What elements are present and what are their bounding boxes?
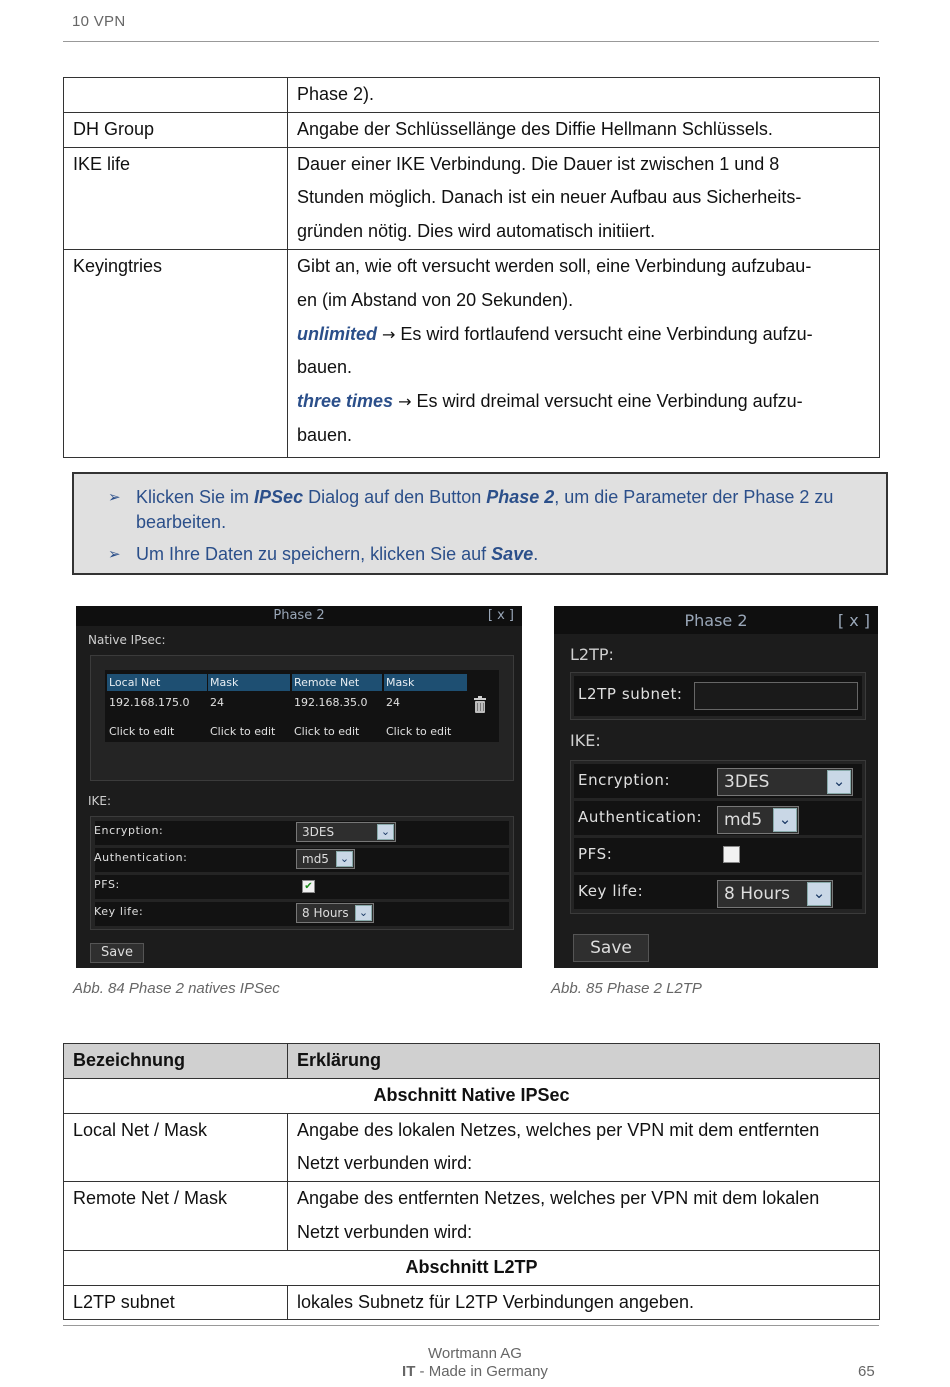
- click-to-edit[interactable]: Click to edit: [386, 725, 452, 738]
- click-to-edit[interactable]: Click to edit: [210, 725, 276, 738]
- option-text: Es wird dreimal versucht eine Verbindung aufzu-: [411, 391, 803, 412]
- term-cell: IKE life: [64, 147, 288, 249]
- header-cell: Bezeichnung: [64, 1044, 288, 1079]
- click-to-edit[interactable]: Click to edit: [109, 725, 175, 738]
- encryption-label: Encryption:: [94, 824, 164, 837]
- term-cell: Keyingtries: [64, 249, 288, 457]
- dialog-title: Phase 2: [273, 608, 325, 623]
- chevron-down-icon[interactable]: ⌄: [377, 824, 394, 840]
- table-row: [64, 1113, 880, 1182]
- save-button[interactable]: Save: [90, 943, 144, 963]
- header-cell: Erklärung: [288, 1044, 880, 1079]
- pfs-checkbox[interactable]: ✔: [302, 880, 315, 893]
- figure-caption: Abb. 85 Phase 2 L2TP: [551, 980, 702, 997]
- keyword: Save: [491, 544, 534, 564]
- table-row: [64, 78, 880, 113]
- trash-icon[interactable]: [473, 696, 487, 713]
- description-cell: [288, 1182, 880, 1251]
- ike-label: IKE:: [88, 794, 112, 808]
- l2tp-subnet-input[interactable]: [694, 682, 858, 710]
- text-line: bauen.: [297, 424, 353, 445]
- option-unlimited: [297, 318, 870, 352]
- table-row: [64, 1285, 880, 1320]
- section-heading: Abschnitt L2TP: [64, 1250, 880, 1285]
- chevron-down-icon[interactable]: ⌄: [336, 851, 353, 867]
- running-header: 10 VPN: [72, 13, 126, 30]
- page-number: 65: [858, 1363, 875, 1380]
- text-line: gründen nötig. Dies wird automatisch initiiert.: [297, 221, 656, 242]
- keyword: IPSec: [254, 487, 304, 507]
- remote-mask-value[interactable]: 24: [386, 696, 400, 709]
- text-line: Gibt an, wie oft versucht werden soll, eine Verbindung aufzubau-: [297, 255, 812, 276]
- native-ipsec-panel: [90, 655, 514, 781]
- l2tp-subnet-label: L2TP subnet:: [578, 685, 683, 703]
- text-line: Netzt verbunden wird:: [297, 1221, 473, 1242]
- bullet-arrow-icon: ➢: [108, 488, 121, 506]
- ike-label: IKE:: [570, 731, 601, 750]
- section-row: [64, 1078, 880, 1113]
- pfs-checkbox[interactable]: [723, 846, 740, 863]
- col-mask: Mask: [384, 674, 467, 691]
- keyword: three times: [297, 391, 394, 412]
- native-ipsec-label: Native IPsec:: [88, 633, 166, 647]
- header-rule: [63, 41, 879, 42]
- encryption-select[interactable]: 3DES ⌄: [296, 822, 396, 842]
- table-row: [64, 249, 880, 457]
- remote-net-value[interactable]: 192.168.35.0: [294, 696, 368, 709]
- table-row: [64, 147, 880, 249]
- term-cell: Remote Net / Mask: [64, 1182, 288, 1251]
- keylife-select[interactable]: 8 Hours ⌄: [717, 880, 833, 908]
- text-line: Netzt verbunden wird:: [297, 1153, 473, 1174]
- phase2-l2tp-dialog: [554, 606, 878, 968]
- text-line: bauen.: [297, 357, 353, 378]
- encryption-select[interactable]: 3DES ⌄: [717, 768, 853, 796]
- text-line: Angabe des entfernten Netzes, welches per VPN mit dem lokalen: [297, 1188, 820, 1209]
- phase2-ipsec-dialog: [76, 606, 522, 968]
- authentication-select[interactable]: md5 ⌄: [296, 849, 355, 869]
- keylife-label: Key life:: [94, 905, 144, 918]
- keylife-select[interactable]: 8 Hours ⌄: [296, 903, 374, 923]
- keylife-label: Key life:: [578, 882, 644, 900]
- bullet-arrow-icon: ➢: [108, 545, 121, 563]
- click-to-edit[interactable]: Click to edit: [294, 725, 360, 738]
- pfs-label: PFS:: [578, 845, 613, 863]
- term-cell: L2TP subnet: [64, 1285, 288, 1320]
- local-mask-value[interactable]: 24: [210, 696, 224, 709]
- ike-panel: [90, 816, 514, 930]
- footer-rule: [63, 1325, 879, 1326]
- dialog-titlebar: [554, 606, 878, 634]
- local-net-value[interactable]: 192.168.175.0: [109, 696, 190, 709]
- text-line: Stunden möglich. Danach ist ein neuer Aufbau aus Sicherheits-: [297, 187, 802, 208]
- authentication-label: Authentication:: [94, 851, 188, 864]
- chevron-down-icon[interactable]: ⌄: [807, 882, 831, 906]
- figure-caption: Abb. 84 Phase 2 natives IPSec: [73, 980, 280, 997]
- option-text: Es wird fortlaufend versucht eine Verbindung aufzu-: [395, 323, 813, 344]
- authentication-label: Authentication:: [578, 808, 703, 826]
- term-cell: [64, 78, 288, 113]
- keyword: Phase 2: [486, 487, 555, 507]
- arrow-icon: →: [382, 324, 396, 344]
- parameter-table: [63, 77, 880, 458]
- instruction-box: ➢ Klicken Sie im IPSec Dialog auf den Button Phase 2, um die Parameter der Phase 2 zu bearbeiten. ➢ Um Ihre Daten zu speichern, klicken Sie auf Save.: [72, 472, 888, 575]
- footer-tagline: IT - Made in Germany: [402, 1363, 548, 1380]
- encryption-label: Encryption:: [578, 771, 671, 789]
- col-local-net: Local Net: [107, 674, 207, 691]
- section-row: [64, 1250, 880, 1285]
- close-icon[interactable]: [ x ]: [837, 611, 870, 630]
- footer-company: Wortmann AG: [428, 1345, 522, 1362]
- explanation-table: [63, 1043, 880, 1320]
- term-cell: DH Group: [64, 112, 288, 147]
- pfs-label: PFS:: [94, 878, 120, 891]
- save-button[interactable]: Save: [573, 934, 649, 962]
- authentication-select[interactable]: md5 ⌄: [717, 806, 799, 834]
- text-line: Angabe des lokalen Netzes, welches per VPN mit dem entfernten: [297, 1119, 820, 1140]
- arrow-icon: →: [398, 392, 412, 412]
- dialog-title: Phase 2: [684, 611, 748, 630]
- table-header-row: [64, 1044, 880, 1079]
- chevron-down-icon[interactable]: ⌄: [355, 905, 372, 921]
- description-cell: lokales Subnetz für L2TP Verbindungen angeben.: [288, 1285, 880, 1320]
- table-row: [64, 112, 880, 147]
- option-three-times: [297, 385, 870, 419]
- description-cell: [288, 1113, 880, 1182]
- table-row: [64, 1182, 880, 1251]
- ike-panel: [570, 760, 866, 914]
- description-cell: [288, 147, 880, 249]
- text-line: en (im Abstand von 20 Sekunden).: [297, 289, 574, 310]
- keyword: unlimited: [297, 323, 377, 344]
- chevron-down-icon[interactable]: ⌄: [827, 770, 851, 794]
- col-mask: Mask: [208, 674, 290, 691]
- dialog-titlebar: [76, 606, 522, 626]
- section-heading: Abschnitt Native IPSec: [64, 1078, 880, 1113]
- term-cell: Local Net / Mask: [64, 1113, 288, 1182]
- text-line: Dauer einer IKE Verbindung. Die Dauer ist zwischen 1 und 8: [297, 153, 780, 174]
- description-cell: Phase 2).: [288, 78, 880, 113]
- col-remote-net: Remote Net: [292, 674, 382, 691]
- l2tp-panel: [570, 672, 866, 720]
- close-icon[interactable]: [ x ]: [487, 608, 514, 623]
- l2tp-label: L2TP:: [570, 645, 614, 664]
- chevron-down-icon[interactable]: ⌄: [773, 808, 797, 832]
- description-cell: [288, 249, 880, 457]
- description-cell: Angabe der Schlüssellänge des Diffie Hellmann Schlüssels.: [288, 112, 880, 147]
